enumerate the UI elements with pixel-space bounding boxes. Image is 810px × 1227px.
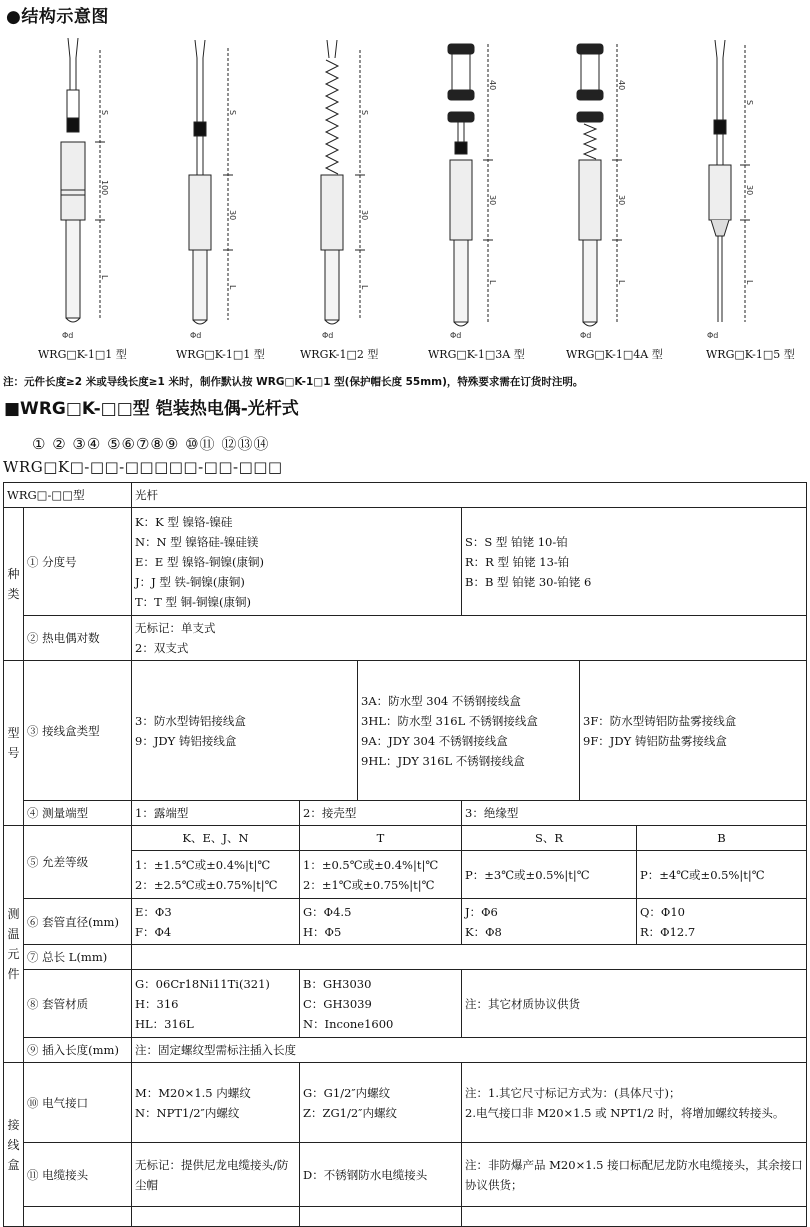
figure-caption-5: WRG□K-1□4A 型 bbox=[566, 348, 663, 361]
dianlan-c3: 注：非防爆产品 M20×1.5 接口标配尼龙防水电缆接头，其余接口协议供货； bbox=[462, 1143, 807, 1207]
row-label-charu: ⑨ 插入长度(mm) bbox=[24, 1038, 132, 1063]
row-label-jiexianhe: ③ 接线盒类型 bbox=[24, 661, 132, 801]
group-zhonglei: 种类 bbox=[4, 508, 24, 661]
row-label-zongchang: ⑦ 总长 L(mm) bbox=[24, 945, 132, 970]
section-title: ●结构示意图 bbox=[6, 7, 109, 27]
table-head-left: WRG□-□□型 bbox=[4, 483, 132, 508]
svg-text:30: 30 bbox=[228, 210, 237, 221]
probe-type4a bbox=[577, 44, 622, 326]
probe-type3a bbox=[448, 44, 493, 326]
charu-value: 注：固定螺纹型需标注插入长度 bbox=[132, 1038, 807, 1063]
svg-text:30: 30 bbox=[488, 195, 497, 206]
zhijing-c2: G：Φ4.5 H：Φ5 bbox=[300, 899, 462, 945]
jiexianhe-col-b: 3A：防水型 304 不锈钢接线盒 3HL：防水型 316L 不锈钢接线盒 9A：JDY 304 不锈钢接线盒 9HL：JDY 316L 不锈钢接线盒 bbox=[358, 661, 580, 801]
svg-text:Φd: Φd bbox=[450, 331, 462, 340]
svg-text:S: S bbox=[100, 110, 109, 116]
yuncha-sr: P：±3℃或±0.5%|t|℃ bbox=[462, 851, 637, 899]
dianqi-c2: G：G1/2″内螺纹 Z：ZG1/2″内螺纹 bbox=[300, 1063, 462, 1143]
celiangduan-c: 3：绝缘型 bbox=[462, 801, 807, 826]
model-code: WRG□K□-□□-□□□□□-□□-□□□ bbox=[3, 458, 283, 476]
next-c1 bbox=[132, 1207, 300, 1227]
next-c3 bbox=[462, 1207, 807, 1227]
dianlan-c2: D：不锈钢防水电缆接头 bbox=[300, 1143, 462, 1207]
row-label-fenduhao: ① 分度号 bbox=[24, 508, 132, 616]
svg-text:L: L bbox=[100, 275, 109, 280]
svg-text:Φd: Φd bbox=[580, 331, 592, 340]
zhijing-c1: E：Φ3 F：Φ4 bbox=[132, 899, 300, 945]
yuncha-head-kejn: K、E、J、N bbox=[132, 826, 300, 851]
row-label-dianqi: ⑩ 电气接口 bbox=[24, 1063, 132, 1143]
svg-text:Φd: Φd bbox=[190, 331, 202, 340]
digit-markers: ① ② ③④ ⑤⑥⑦⑧⑨ ⑩⑪ ⑫⑬⑭ bbox=[32, 435, 270, 453]
fenduhao-right: S：S 型 铂铑 10-铂 R：R 型 铂铑 13-铂 B：B 型 铂铑 30-铂铑 6 bbox=[462, 508, 807, 616]
svg-text:L: L bbox=[488, 280, 497, 285]
jiexianhe-col-a: 3：防水型铸铝接线盒 9：JDY 铸铝接线盒 bbox=[132, 661, 358, 801]
row-label-dianlan: ⑪ 电缆接头 bbox=[24, 1143, 132, 1207]
row-label-caizhi: ⑧ 套管材质 bbox=[24, 970, 132, 1038]
svg-text:30: 30 bbox=[360, 210, 369, 221]
dianlan-c1: 无标记：提供尼龙电缆接头/防尘帽 bbox=[132, 1143, 300, 1207]
svg-text:30: 30 bbox=[617, 195, 626, 206]
caizhi-c3: 注：其它材质协议供货 bbox=[462, 970, 807, 1038]
structure-diagram bbox=[0, 30, 810, 370]
zhijing-c4: Q：Φ10 R：Φ12.7 bbox=[637, 899, 807, 945]
svg-text:30: 30 bbox=[745, 185, 754, 196]
row-label-duishu: ② 热电偶对数 bbox=[24, 616, 132, 661]
model-heading: ■WRG□K-□□型 铠装热电偶-光杆式 bbox=[4, 399, 299, 419]
celiangduan-a: 1：露端型 bbox=[132, 801, 300, 826]
group-xinghao: 型号 bbox=[4, 661, 24, 826]
svg-text:100: 100 bbox=[100, 180, 109, 196]
probe-type5 bbox=[709, 40, 750, 322]
celiangduan-b: 2：接壳型 bbox=[300, 801, 462, 826]
row-label-yuncha: ⑤ 允差等级 bbox=[24, 826, 132, 899]
svg-text:Φd: Φd bbox=[322, 331, 334, 340]
svg-text:S: S bbox=[228, 110, 237, 116]
table-head-right: 光杆 bbox=[132, 483, 807, 508]
group-jiexianhe: 接线盒 bbox=[4, 1063, 24, 1227]
caizhi-c1: G：06Cr18Ni11Ti(321) H：316 HL：316L bbox=[132, 970, 300, 1038]
svg-text:S: S bbox=[745, 100, 754, 106]
svg-text:S: S bbox=[360, 110, 369, 116]
figure-caption-1: WRG□K-1□1 型 bbox=[38, 348, 127, 361]
zhijing-c3: J：Φ6 K：Φ8 bbox=[462, 899, 637, 945]
row-label-next bbox=[24, 1207, 132, 1227]
jiexianhe-col-c: 3F：防水型铸铝防盐雾接线盒 9F：JDY 铸铝防盐雾接线盒 bbox=[580, 661, 807, 801]
length-note: 注：元件长度≥2 米或导线长度≥1 米时，制作默认按 WRG□K-1□1 型(保护帽长度 55mm)，特殊要求需在订货时注明。 bbox=[3, 376, 584, 388]
figure-caption-6: WRG□K-1□5 型 bbox=[706, 348, 795, 361]
svg-text:Φd: Φd bbox=[62, 331, 74, 340]
svg-text:Φd: Φd bbox=[707, 331, 719, 340]
row-label-celiangduan: ④ 测量端型 bbox=[24, 801, 132, 826]
fenduhao-left: K：K 型 镍铬-镍硅 N：N 型 镍铬硅-镍硅镁 E：E 型 镍铬-铜镍(康铜) J：J 型 铁-铜镍(康铜) T：T 型 铜-铜镍(康铜) bbox=[132, 508, 462, 616]
yuncha-t: 1：±0.5℃或±0.4%|t|℃ 2：±1℃或±0.75%|t|℃ bbox=[300, 851, 462, 899]
probe-type1-a bbox=[61, 38, 105, 322]
probe-type2 bbox=[321, 40, 365, 324]
dianqi-c1: M：M20×1.5 内螺纹 N：NPT1/2″内螺纹 bbox=[132, 1063, 300, 1143]
yuncha-b: P：±4℃或±0.5%|t|℃ bbox=[637, 851, 807, 899]
yuncha-kejn: 1：±1.5℃或±0.4%|t|℃ 2：±2.5℃或±0.75%|t|℃ bbox=[132, 851, 300, 899]
group-cewen: 测温元件 bbox=[4, 826, 24, 1063]
svg-text:40: 40 bbox=[488, 80, 497, 91]
figure-caption-3: WRGK-1□2 型 bbox=[300, 348, 379, 361]
row-label-taoguan-zhijing: ⑥ 套管直径(mm) bbox=[24, 899, 132, 945]
spec-table bbox=[3, 482, 807, 1227]
yuncha-head-t: T bbox=[300, 826, 462, 851]
next-c2 bbox=[300, 1207, 462, 1227]
caizhi-c2: B：GH3030 C：GH3039 N：Incone1600 bbox=[300, 970, 462, 1038]
zongchang-value bbox=[132, 945, 807, 970]
probe-type1-b bbox=[189, 40, 233, 324]
figure-caption-4: WRG□K-1□3A 型 bbox=[428, 348, 525, 361]
figure-caption-2: WRG□K-1□1 型 bbox=[176, 348, 265, 361]
duishu-value: 无标记：单支式 2：双支式 bbox=[132, 616, 807, 661]
svg-text:L: L bbox=[360, 285, 369, 290]
svg-text:L: L bbox=[228, 285, 237, 290]
dianqi-c3: 注：1.其它尺寸标记方式为：(具体尺寸)； 2.电气接口非 M20×1.5 或 NPT1/2 时，将增加螺纹转接头。 bbox=[462, 1063, 807, 1143]
yuncha-head-b: B bbox=[637, 826, 807, 851]
svg-text:L: L bbox=[745, 280, 754, 285]
svg-text:40: 40 bbox=[617, 80, 626, 91]
yuncha-head-sr: S、R bbox=[462, 826, 637, 851]
svg-text:L: L bbox=[617, 280, 626, 285]
